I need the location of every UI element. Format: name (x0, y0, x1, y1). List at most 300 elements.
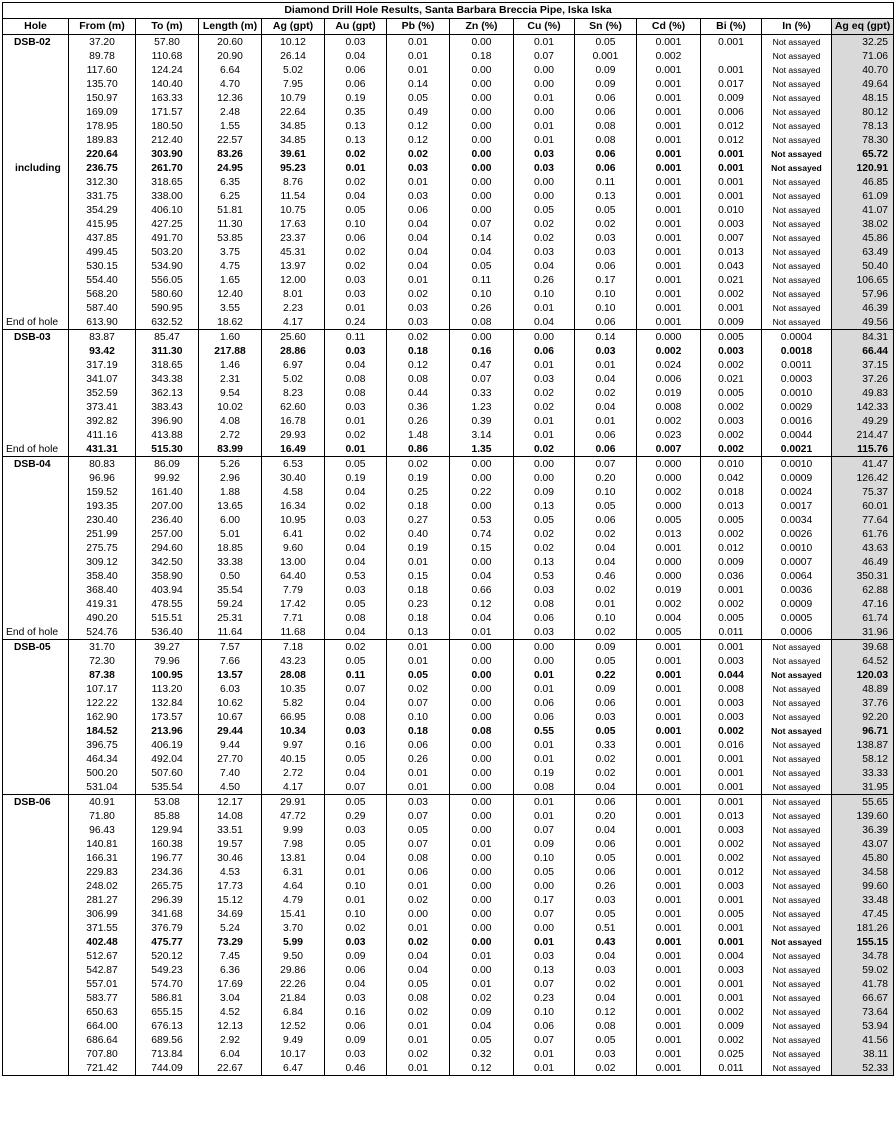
table-row (3, 217, 894, 231)
in-cell: Not assayed (762, 35, 832, 50)
table-cell: 0.005 (701, 513, 762, 527)
table-cell: 95.23 (262, 161, 325, 175)
table-cell: 0.02 (325, 245, 387, 259)
table-cell: 0.00 (450, 119, 514, 133)
table-cell: 28.08 (262, 668, 325, 682)
table-cell: 25.60 (262, 330, 325, 345)
table-row (3, 879, 894, 893)
table-cell: 0.005 (701, 386, 762, 400)
table-cell: 0.05 (575, 1033, 637, 1047)
in-cell: Not assayed (762, 823, 832, 837)
table-cell: 0.01 (387, 766, 450, 780)
table-cell: 0.08 (450, 724, 514, 738)
table-row (3, 583, 894, 597)
table-cell: 396.75 (69, 738, 136, 752)
table-cell: 0.47 (450, 358, 514, 372)
table-cell: 413.88 (136, 428, 199, 442)
table-cell: 0.02 (514, 541, 575, 555)
table-cell: 0.002 (701, 287, 762, 301)
table-cell: 0.25 (387, 485, 450, 499)
table-cell: 0.00 (514, 921, 575, 935)
table-cell: 4.50 (199, 780, 262, 795)
table-cell: 80.83 (69, 457, 136, 472)
table-cell: 0.14 (450, 231, 514, 245)
table-row (3, 1033, 894, 1047)
table-cell: 0.01 (325, 865, 387, 879)
ag-eq-cell: 52.33 (832, 1061, 894, 1076)
table-cell: 0.001 (637, 273, 701, 287)
table-cell: 7.95 (262, 77, 325, 91)
table-cell: 0.05 (325, 203, 387, 217)
table-row (3, 485, 894, 499)
table-cell: 0.05 (387, 91, 450, 105)
hole-cell (3, 1061, 69, 1076)
table-cell: 0.07 (514, 49, 575, 63)
hole-cell (3, 428, 69, 442)
table-cell: 0.53 (325, 569, 387, 583)
table-cell: 507.60 (136, 766, 199, 780)
table-cell: 10.79 (262, 91, 325, 105)
col-header-pb: Pb (%) (387, 19, 450, 35)
table-cell: 0.01 (387, 640, 450, 655)
table-cell: 0.001 (637, 654, 701, 668)
table-cell: 0.00 (450, 921, 514, 935)
table-cell: 294.60 (136, 541, 199, 555)
table-cell: 0.021 (701, 372, 762, 386)
table-cell: 13.65 (199, 499, 262, 513)
table-cell: 51.81 (199, 203, 262, 217)
table-cell: 0.13 (387, 625, 450, 640)
table-cell: 0.001 (637, 893, 701, 907)
ag-eq-cell: 66.44 (832, 344, 894, 358)
table-cell: 2.72 (199, 428, 262, 442)
col-header-cu: Cu (%) (514, 19, 575, 35)
table-cell: 4.52 (199, 1005, 262, 1019)
table-cell: 0.00 (450, 499, 514, 513)
ag-eq-cell: 62.88 (832, 583, 894, 597)
ag-eq-cell: 142.33 (832, 400, 894, 414)
table-cell: 0.00 (450, 77, 514, 91)
table-cell: 0.002 (701, 1005, 762, 1019)
table-cell: 10.95 (262, 513, 325, 527)
table-cell: 34.69 (199, 907, 262, 921)
table-cell: 0.51 (575, 921, 637, 935)
ag-eq-cell: 41.78 (832, 977, 894, 991)
table-cell: 0.02 (514, 442, 575, 457)
table-cell: 0.06 (575, 161, 637, 175)
table-cell: 0.32 (450, 1047, 514, 1061)
table-cell: 0.009 (701, 91, 762, 105)
table-cell: 0.001 (637, 640, 701, 655)
table-cell: 0.001 (637, 795, 701, 810)
table-cell: 318.65 (136, 358, 199, 372)
ag-eq-cell: 48.15 (832, 91, 894, 105)
table-cell: 30.40 (262, 471, 325, 485)
table-cell: 515.51 (136, 611, 199, 625)
hole-cell (3, 471, 69, 485)
in-cell: Not assayed (762, 766, 832, 780)
table-cell: 0.04 (387, 963, 450, 977)
table-cell: 2.96 (199, 471, 262, 485)
table-cell: 0.00 (450, 851, 514, 865)
hole-cell: DSB-06 (3, 795, 69, 810)
table-cell: 0.007 (701, 231, 762, 245)
hole-cell (3, 372, 69, 386)
table-cell: 0.02 (575, 752, 637, 766)
table-cell: 0.02 (387, 147, 450, 161)
table-row (3, 710, 894, 724)
table-cell: 6.31 (262, 865, 325, 879)
table-cell: 6.36 (199, 963, 262, 977)
table-cell: 0.05 (575, 499, 637, 513)
table-cell: 0.12 (450, 1061, 514, 1076)
table-row (3, 105, 894, 119)
table-cell: 0.10 (450, 287, 514, 301)
table-cell: 0.08 (387, 991, 450, 1005)
table-cell: 478.55 (136, 597, 199, 611)
table-cell: 0.33 (450, 386, 514, 400)
table-cell: 0.11 (575, 175, 637, 189)
table-cell: 0.01 (514, 358, 575, 372)
table-cell: 0.010 (701, 457, 762, 472)
ag-eq-cell: 41.56 (832, 1033, 894, 1047)
table-cell: 0.26 (387, 414, 450, 428)
table-row (3, 611, 894, 625)
table-cell: 0.09 (514, 837, 575, 851)
table-cell: 0.043 (701, 259, 762, 273)
hole-cell (3, 1005, 69, 1019)
table-cell: 7.40 (199, 766, 262, 780)
table-cell: 0.00 (450, 696, 514, 710)
col-header-to: To (m) (136, 19, 199, 35)
table-cell: 0.018 (701, 485, 762, 499)
table-cell: 35.54 (199, 583, 262, 597)
table-cell: 73.29 (199, 935, 262, 949)
table-cell: 392.82 (69, 414, 136, 428)
table-cell: 0.18 (387, 583, 450, 597)
table-cell: 100.95 (136, 668, 199, 682)
table-cell: 0.00 (450, 738, 514, 752)
table-cell: 0.00 (514, 189, 575, 203)
table-cell: 10.12 (262, 35, 325, 50)
hole-cell (3, 907, 69, 921)
table-cell: 26.14 (262, 49, 325, 63)
table-cell: 0.00 (450, 457, 514, 472)
table-cell: 0.15 (450, 541, 514, 555)
table-cell: 7.66 (199, 654, 262, 668)
table-cell: 0.00 (450, 63, 514, 77)
table-cell: 169.09 (69, 105, 136, 119)
ag-eq-cell: 46.49 (832, 555, 894, 569)
col-header-hole: Hole (3, 19, 69, 35)
table-cell: 0.03 (514, 949, 575, 963)
table-cell: 311.30 (136, 344, 199, 358)
in-cell: Not assayed (762, 724, 832, 738)
table-cell: 10.02 (199, 400, 262, 414)
in-cell: Not assayed (762, 1005, 832, 1019)
hole-cell (3, 301, 69, 315)
table-cell: 0.000 (637, 471, 701, 485)
table-row (3, 795, 894, 810)
table-cell: 0.04 (325, 358, 387, 372)
table-cell: 0.001 (701, 977, 762, 991)
table-cell: 587.40 (69, 301, 136, 315)
table-row (3, 386, 894, 400)
table-cell: 0.46 (325, 1061, 387, 1076)
ag-eq-cell: 120.03 (832, 668, 894, 682)
ag-eq-cell: 75.37 (832, 485, 894, 499)
table-cell: 500.20 (69, 766, 136, 780)
table-cell: 0.009 (701, 1019, 762, 1033)
table-cell: 0.002 (701, 428, 762, 442)
in-cell: 0.0010 (762, 457, 832, 472)
table-cell: 83.26 (199, 147, 262, 161)
table-cell: 0.04 (325, 851, 387, 865)
table-cell: 0.001 (701, 640, 762, 655)
table-cell: 0.00 (450, 35, 514, 50)
table-cell: 371.55 (69, 921, 136, 935)
table-cell: 5.02 (262, 63, 325, 77)
table-cell: 83.87 (69, 330, 136, 345)
table-cell: 0.001 (637, 133, 701, 147)
table-cell: 6.47 (262, 1061, 325, 1076)
hole-cell (3, 400, 69, 414)
table-cell: 0.011 (701, 625, 762, 640)
ag-eq-cell: 47.16 (832, 597, 894, 611)
hole-cell (3, 245, 69, 259)
table-cell: 0.06 (387, 865, 450, 879)
table-cell: 150.97 (69, 91, 136, 105)
in-cell: 0.0004 (762, 330, 832, 345)
table-cell: 0.02 (387, 893, 450, 907)
table-cell: 0.00 (450, 879, 514, 893)
table-cell: 0.001 (637, 977, 701, 991)
table-cell: 0.03 (325, 513, 387, 527)
table-cell: 0.53 (450, 513, 514, 527)
table-cell: 0.06 (575, 837, 637, 851)
in-cell: Not assayed (762, 795, 832, 810)
table-cell: 7.18 (262, 640, 325, 655)
table-cell: 0.06 (387, 203, 450, 217)
table-cell: 354.29 (69, 203, 136, 217)
table-cell: 18.62 (199, 315, 262, 330)
table-cell: 0.001 (637, 1061, 701, 1076)
table-cell: 586.81 (136, 991, 199, 1005)
in-cell: 0.0010 (762, 541, 832, 555)
table-cell: 0.66 (450, 583, 514, 597)
table-cell: 207.00 (136, 499, 199, 513)
table-cell: 0.04 (325, 541, 387, 555)
table-cell: 0.12 (387, 358, 450, 372)
table-cell: 0.001 (637, 935, 701, 949)
table-cell: 0.02 (325, 428, 387, 442)
table-cell: 0.00 (450, 640, 514, 655)
table-row (3, 640, 894, 655)
ag-eq-cell: 41.47 (832, 457, 894, 472)
table-cell: 0.001 (637, 105, 701, 119)
table-cell: 0.02 (325, 921, 387, 935)
table-row (3, 49, 894, 63)
table-row (3, 175, 894, 189)
table-cell: 0.00 (450, 203, 514, 217)
in-cell: 0.0011 (762, 358, 832, 372)
table-cell: 0.01 (575, 414, 637, 428)
ag-eq-cell: 350.31 (832, 569, 894, 583)
table-cell: 12.00 (262, 273, 325, 287)
table-row (3, 273, 894, 287)
table-cell: 0.04 (575, 823, 637, 837)
table-cell: 0.01 (514, 752, 575, 766)
table-cell: 338.00 (136, 189, 199, 203)
table-cell: 0.07 (450, 217, 514, 231)
table-cell: 0.10 (514, 851, 575, 865)
table-cell: 415.95 (69, 217, 136, 231)
hole-cell (3, 513, 69, 527)
ag-eq-cell: 49.29 (832, 414, 894, 428)
in-cell: 0.0017 (762, 499, 832, 513)
table-cell: 0.001 (637, 668, 701, 682)
table-cell: 0.46 (575, 569, 637, 583)
table-cell: 0.05 (325, 457, 387, 472)
table-cell: 0.05 (575, 203, 637, 217)
table-row (3, 569, 894, 583)
table-cell: 0.03 (325, 724, 387, 738)
table-cell: 184.52 (69, 724, 136, 738)
hole-cell (3, 147, 69, 161)
table-cell: 0.02 (575, 1061, 637, 1076)
table-cell: 296.39 (136, 893, 199, 907)
table-cell: 6.00 (199, 513, 262, 527)
table-cell: 0.07 (575, 457, 637, 472)
table-cell: 17.63 (262, 217, 325, 231)
table-row (3, 527, 894, 541)
hole-cell (3, 823, 69, 837)
table-cell: 13.00 (262, 555, 325, 569)
table-cell: 0.01 (514, 35, 575, 50)
table-cell: 6.97 (262, 358, 325, 372)
hole-cell (3, 386, 69, 400)
table-cell: 0.001 (701, 780, 762, 795)
table-cell: 0.03 (387, 301, 450, 315)
ag-eq-cell: 45.80 (832, 851, 894, 865)
table-cell: 0.05 (325, 752, 387, 766)
table-cell: 411.16 (69, 428, 136, 442)
table-cell: 0.00 (514, 105, 575, 119)
table-cell: 0.02 (387, 457, 450, 472)
table-cell: 8.23 (262, 386, 325, 400)
table-cell: 0.03 (514, 147, 575, 161)
table-cell: 0.003 (701, 879, 762, 893)
table-cell: 0.02 (450, 991, 514, 1005)
table-cell: 0.001 (637, 35, 701, 50)
table-cell: 0.04 (575, 541, 637, 555)
ag-eq-cell: 48.89 (832, 682, 894, 696)
table-cell: 0.19 (387, 471, 450, 485)
table-cell: 309.12 (69, 555, 136, 569)
ag-eq-cell: 71.06 (832, 49, 894, 63)
table-cell: 0.000 (637, 499, 701, 513)
table-cell: 0.06 (514, 611, 575, 625)
table-cell: 0.00 (514, 457, 575, 472)
table-cell: 0.04 (450, 569, 514, 583)
table-cell: 0.10 (514, 1005, 575, 1019)
table-cell: 0.003 (701, 696, 762, 710)
table-cell: 0.00 (450, 555, 514, 569)
table-cell: 0.001 (637, 541, 701, 555)
ag-eq-cell: 126.42 (832, 471, 894, 485)
ag-eq-cell: 37.26 (832, 372, 894, 386)
hole-cell: End of hole (3, 315, 69, 330)
table-cell: 0.007 (637, 442, 701, 457)
ag-eq-cell: 61.76 (832, 527, 894, 541)
table-cell: 0.008 (637, 400, 701, 414)
ag-eq-cell: 50.40 (832, 259, 894, 273)
table-cell: 0.02 (514, 217, 575, 231)
table-cell: 0.00 (450, 189, 514, 203)
ag-eq-cell: 33.48 (832, 893, 894, 907)
table-cell: 0.01 (387, 1061, 450, 1076)
table-cell: 0.03 (575, 963, 637, 977)
ag-eq-cell: 45.86 (832, 231, 894, 245)
in-cell: Not assayed (762, 851, 832, 865)
in-cell: Not assayed (762, 935, 832, 949)
in-cell: Not assayed (762, 259, 832, 273)
table-row (3, 161, 894, 175)
table-cell: 0.04 (387, 259, 450, 273)
table-cell: 0.00 (450, 766, 514, 780)
table-cell: 0.016 (701, 738, 762, 752)
table-cell: 53.85 (199, 231, 262, 245)
table-cell: 0.02 (325, 527, 387, 541)
table-cell: 0.07 (325, 780, 387, 795)
table-cell: 22.67 (199, 1061, 262, 1076)
ag-eq-cell: 78.13 (832, 119, 894, 133)
ag-eq-cell: 49.64 (832, 77, 894, 91)
ag-eq-cell: 31.96 (832, 625, 894, 640)
table-row (3, 949, 894, 963)
table-cell: 0.40 (387, 527, 450, 541)
table-cell: 0.03 (575, 245, 637, 259)
table-cell: 0.10 (325, 217, 387, 231)
table-cell: 0.04 (387, 245, 450, 259)
table-cell: 0.001 (701, 301, 762, 315)
table-cell: 15.12 (199, 893, 262, 907)
table-cell: 0.001 (701, 795, 762, 810)
table-row (3, 724, 894, 738)
table-cell: 0.05 (450, 1033, 514, 1047)
table-cell: 45.31 (262, 245, 325, 259)
table-cell: 574.70 (136, 977, 199, 991)
table-cell: 0.00 (450, 105, 514, 119)
table-cell: 0.10 (325, 907, 387, 921)
table-cell: 0.025 (701, 1047, 762, 1061)
in-cell: Not assayed (762, 315, 832, 330)
table-cell: 554.40 (69, 273, 136, 287)
table-cell: 0.08 (575, 133, 637, 147)
table-row (3, 414, 894, 428)
table-cell: 0.001 (637, 63, 701, 77)
table-cell: 25.31 (199, 611, 262, 625)
table-cell: 0.023 (637, 428, 701, 442)
table-row (3, 400, 894, 414)
table-cell: 0.19 (325, 471, 387, 485)
table-cell: 0.04 (575, 372, 637, 386)
table-cell: 0.01 (387, 63, 450, 77)
hole-cell (3, 696, 69, 710)
table-cell: 0.07 (514, 907, 575, 921)
table-cell: 5.01 (199, 527, 262, 541)
table-cell: 331.75 (69, 189, 136, 203)
